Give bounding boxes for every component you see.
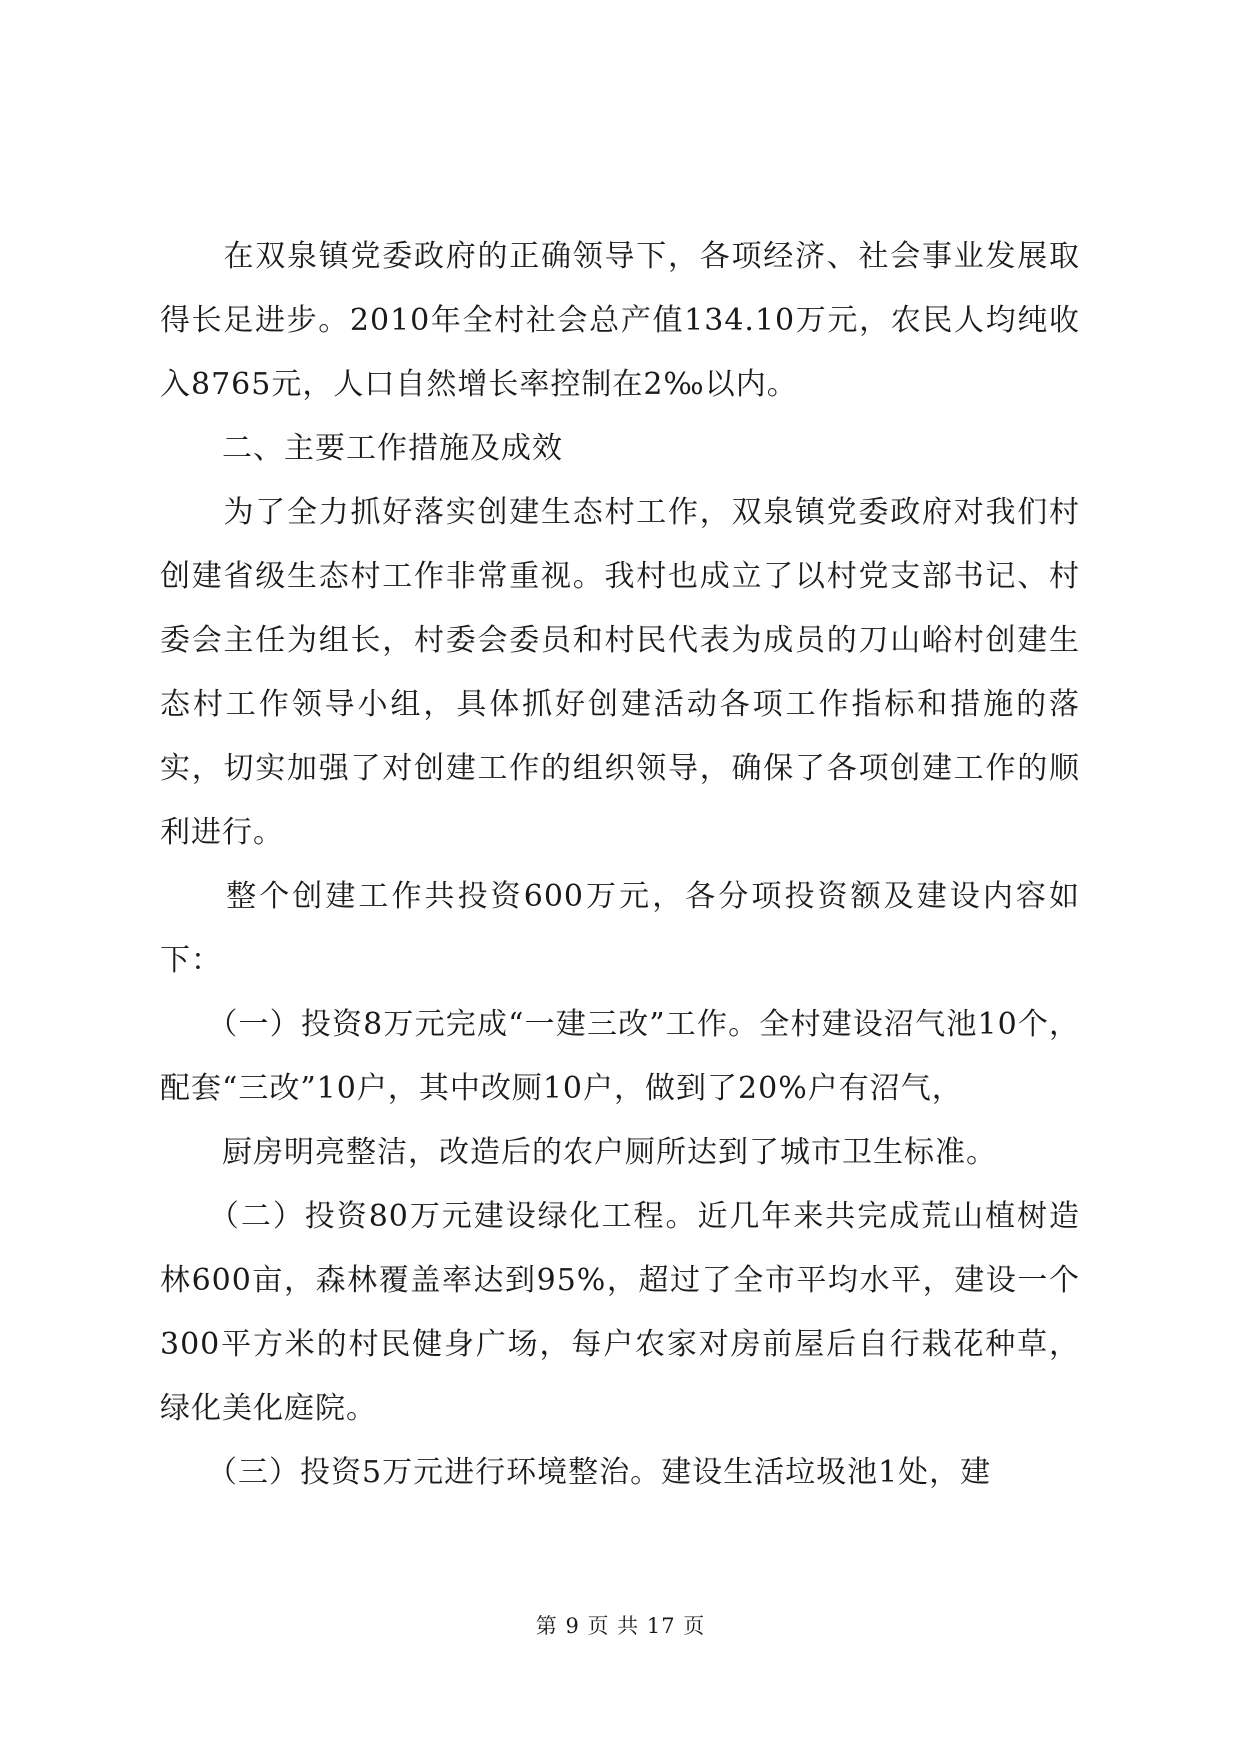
paragraph-item-one: （一）投资8万元完成“一建三改”工作。全村建设沼气池10个，配套“三改”10户，其中改厕10户，做到了20%户有沼气，	[160, 1007, 1080, 1106]
paragraph-economy-summary: 在双泉镇党委政府的正确领导下，各项经济、社会事业发展取得长足进步。2010年全村社会总产值134.10万元，农民人均纯收入8765元，人口自然增长率控制在2‰以内。	[160, 239, 1080, 402]
paragraph-leadership: 为了全力抓好落实创建生态村工作，双泉镇党委政府对我们村创建省级生态村工作非常重视。我村也成立了以村党支部书记、村委会主任为组长，村委会委员和村民代表为成员的刀山峪村创建生态村工作领导小组，具体抓好创建活动各项工作指标和措施的落实，切实加强了对创建工作的组织领导，确保了各项创建工作的顺利进行。	[160, 495, 1080, 850]
section-heading-measures: 二、主要工作措施及成效	[160, 431, 563, 466]
document-body	[160, 225, 1080, 1505]
paragraph-investment-total: 整个创建工作共投资600万元，各分项投资额及建设内容如下：	[160, 879, 1080, 978]
paragraph-item-two: （二）投资80万元建设绿化工程。近几年来共完成荒山植树造林600亩，森林覆盖率达到95%，超过了全市平均水平，建设一个300平方米的村民健身广场，每户农家对房前屋后自行栽花种草，绿化美化庭院。	[160, 1199, 1080, 1426]
page-number-footer: 第 9 页 共 17 页	[535, 1614, 706, 1638]
paragraph-item-three: （三）投资5万元进行环境整治。建设生活垃圾池1处，建	[160, 1455, 992, 1490]
paragraph-kitchen: 厨房明亮整洁，改造后的农户厕所达到了城市卫生标准。	[160, 1135, 997, 1170]
